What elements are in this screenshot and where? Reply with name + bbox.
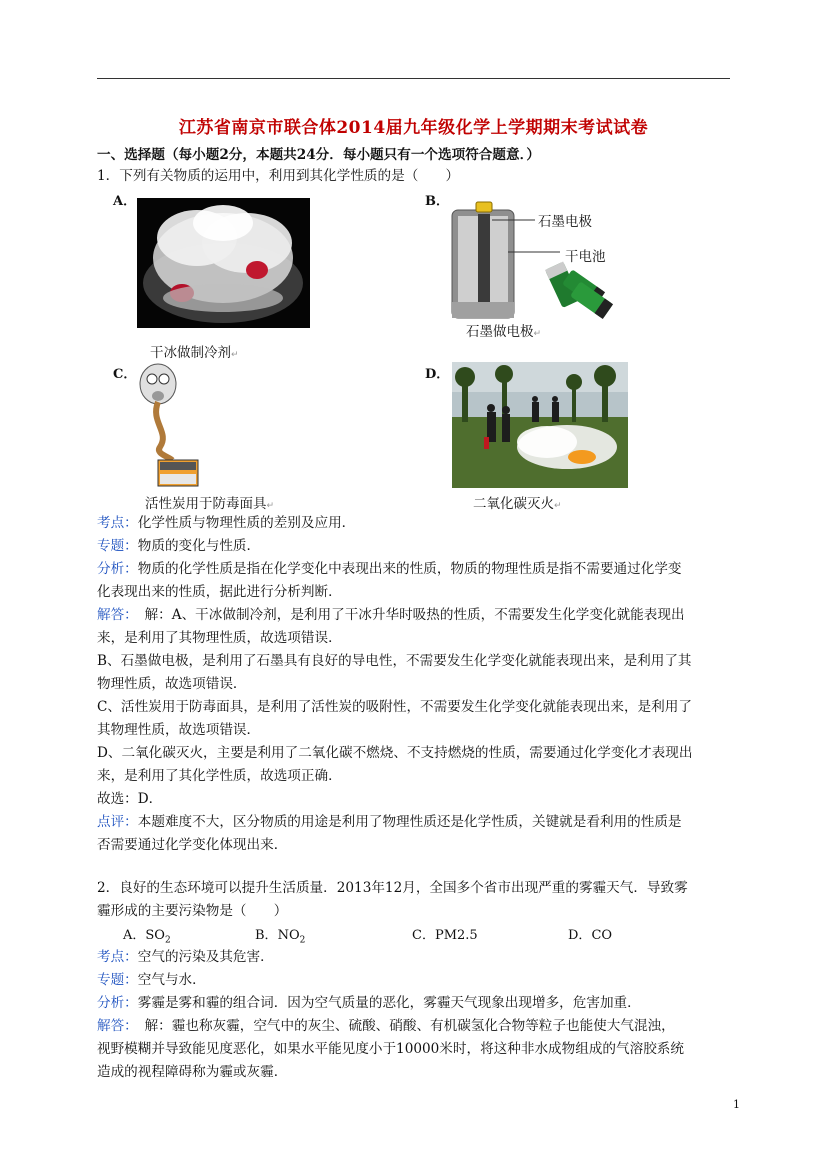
q2-kaodian: 考点：空气的污染及其危害． <box>97 949 274 965</box>
q2-stem-cont: 霾形成的主要污染物是（ ） <box>97 903 288 919</box>
q1-kaodian: 考点：化学性质与物理性质的差别及应用． <box>97 515 356 531</box>
fire-extinguisher-image <box>452 362 628 488</box>
option-c-caption: 活性炭用于防毒面具↵ <box>145 496 275 512</box>
q2-jieda-line: 视野模糊并导致能见度恶化，如果水平能见度小于10000米时，将这种非水成物组成的气溶胶系统 <box>97 1041 684 1057</box>
option-b-label: B． <box>425 194 449 209</box>
q1-jieda-line: C、活性炭用于防毒面具，是利用了活性炭的吸附性，不需要发生化学变化就能表现出来，是利用了 <box>97 699 692 715</box>
page-number: 1 <box>733 1098 740 1111</box>
option-a-label: A． <box>113 194 137 209</box>
page-title: 江苏省南京市联合体2014届九年级化学上学期期末考试试卷 <box>178 118 649 138</box>
q1-jieda-line: 来，是利用了其物理性质，故选项错误． <box>97 630 342 646</box>
q1-dianping: 点评：本题难度不大，区分物质的用途是利用了物理性质还是化学性质，关键就是看利用的性质是 <box>97 814 682 830</box>
option-b-caption: 石墨做电极↵ <box>466 324 542 340</box>
q1-jieda-line: 物理性质，故选项错误． <box>97 676 247 692</box>
option-c-label: C． <box>113 367 137 382</box>
q1-fenxi: 分析：物质的化学性质是指在化学变化中表现出来的性质，物质的物理性质是指不需要通过化学变 <box>97 561 682 577</box>
q1-jieda-line: 来，是利用了其化学性质，故选项正确． <box>97 768 342 784</box>
q1-stem: 1．下列有关物质的运用中，利用到其化学性质的是（ ） <box>97 168 460 184</box>
q1-zhuanti: 专题：物质的变化与性质． <box>97 538 261 554</box>
q2-choice-a: A．$SO_2$ <box>123 928 171 946</box>
q2-jieda: 解答： 解：霾也称灰霾，空气中的灰尘、硫酸、硝酸、有机碳氢化合物等粒子也能使大气混浊， <box>97 1018 675 1034</box>
dry-ice-image <box>137 198 310 328</box>
q2-jieda-line: 造成的视程障碍称为霾或灰霾． <box>97 1064 288 1080</box>
q1-jieda-line: B、石墨做电极，是利用了石墨具有良好的导电性，不需要发生化学变化就能表现出来，是利用了其 <box>97 653 692 669</box>
graphite-electrode-tag: 石墨电极 <box>538 214 592 230</box>
q1-dianping-cont: 否需要通过化学变化体现出来． <box>97 837 288 853</box>
option-d-caption: 二氧化碳灭火↵ <box>473 496 562 512</box>
q1-answer: 故选：D． <box>97 791 163 807</box>
q2-choice-b: B．$NO_2$ <box>255 928 306 946</box>
q1-jieda-line: 其物理性质，故选项错误． <box>97 722 261 738</box>
option-d-label: D． <box>425 367 450 382</box>
q2-choice-c: C．PM2.5 <box>412 928 478 943</box>
gas-mask-image <box>130 362 220 490</box>
option-a-caption: 干冰做制冷剂↵ <box>150 345 239 361</box>
q2-zhuanti: 专题：空气与水． <box>97 972 206 988</box>
section-heading: 一、选择题（每小题2分，本题共24分．每小题只有一个选项符合题意．） <box>97 147 540 163</box>
q1-jieda-line: D、二氧化碳灭火，主要是利用了二氧化碳不燃烧、不支持燃烧的性质，需要通过化学变化才表现出 <box>97 745 693 761</box>
top-rule <box>97 78 730 79</box>
q2-choice-d: D．CO <box>568 928 613 943</box>
q1-jieda: 解答： 解：A、干冰做制冷剂，是利用了干冰升华时吸热的性质，不需要发生化学变化就能表现出 <box>97 607 685 623</box>
q2-fenxi: 分析：雾霾是雾和霾的组合词．因为空气质量的恶化，雾霾天气现象出现增多，危害加重． <box>97 995 641 1011</box>
q2-stem: 2．良好的生态环境可以提升生活质量．2013年12月，全国多个省市出现严重的雾霾天气．导致雾 <box>97 880 688 896</box>
dry-battery-tag: 干电池 <box>565 249 606 265</box>
q1-fenxi-cont: 化表现出来的性质，据此进行分析判断． <box>97 584 342 600</box>
